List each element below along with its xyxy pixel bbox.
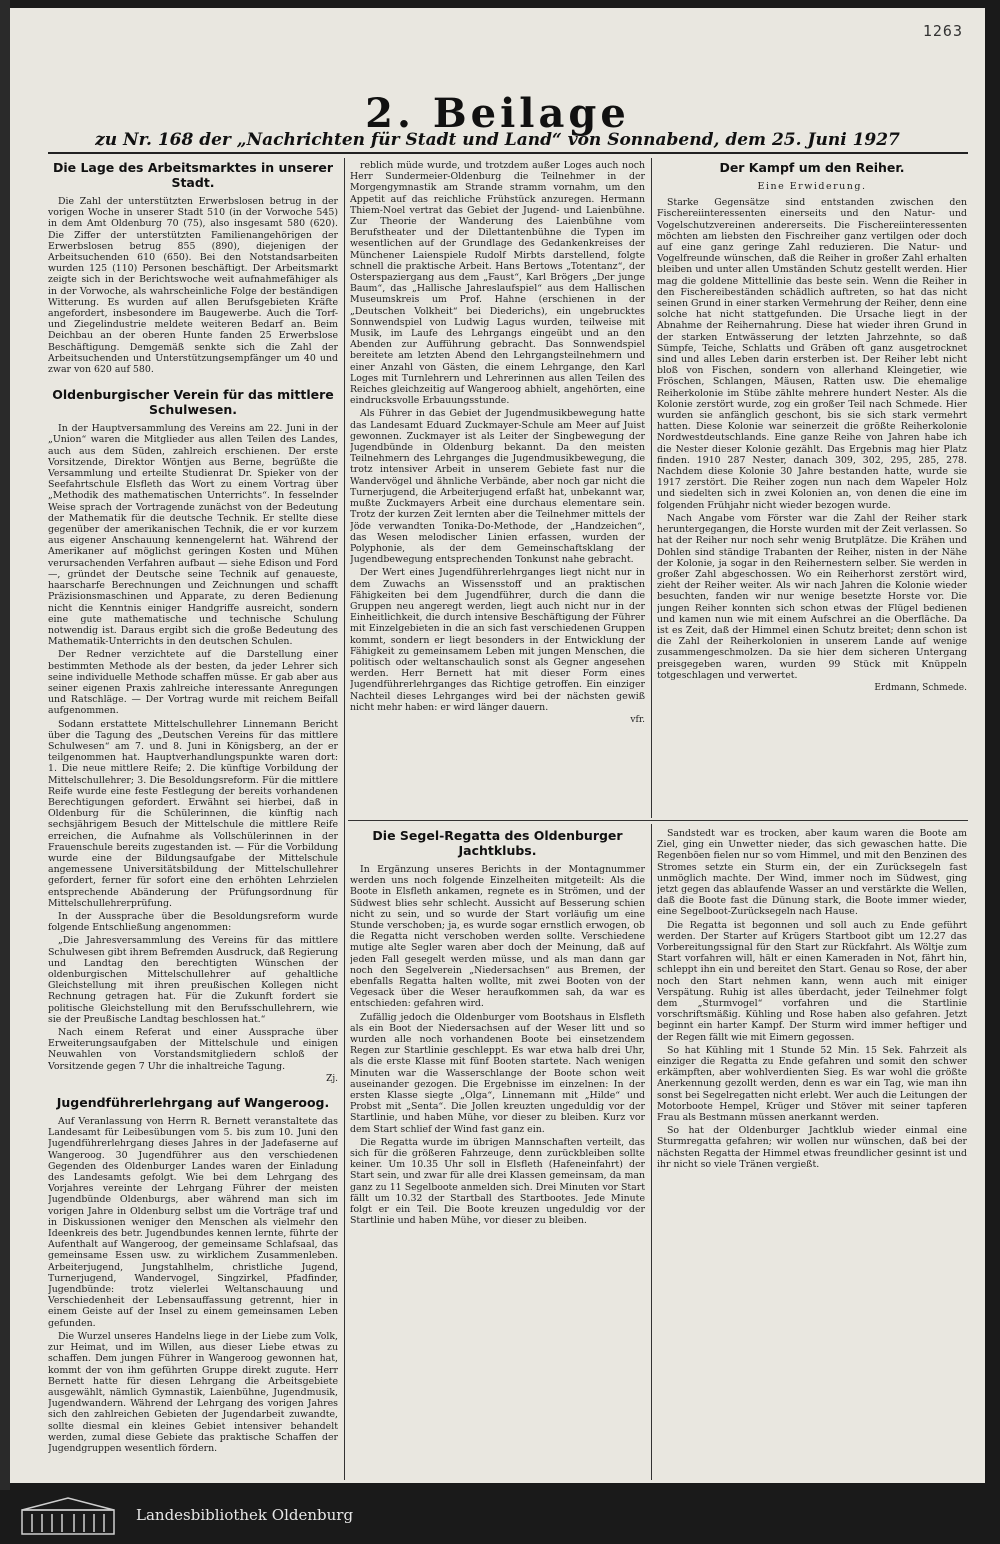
header-rule — [48, 152, 968, 154]
article-paragraph: „Die Jahresversammlung des Vereins für das mittlere Schulwesen gibt ihrem Befremden Ausdruck, daß Regierung und Landtag den berechtigten Wünschen der oldenburgischen Mittelschullehrer auf gehaltliche Gleichstellung mit ihren preußischen Kollegen nicht Rechnung getragen hat. Für die Zukunft fordert sie politische Gleichstellung mit den Berufsschullehrern, wie sie der Preußische Landtag beschlossen hat.“ — [48, 935, 338, 1025]
article-title-reiher: Der Kampf um den Reiher. — [719, 160, 905, 175]
article-paragraph: reblich müde wurde, und trotzdem außer Loges auch noch Herr Sundermeier-Oldenburg die Teilnehmer in der Morgengymnastik am Strande stramm vornahm, um den Appetit auf das reichliche Frühstück anzuregen. Hermann Thiem-Noel vertrat das Gebiet der Jugend- und Laienbühne. Zur Theorie der Wanderung des Laienbühne vom Berufstheater und der Dilettantenbühne die Typen im wesentlichen auf der Grundlage des Gedankenkreises der Münchener Laienspiele Rudolf Mirbts darstellend, folgte schnell die praktische Arbeit. Hans Bertows „Totentanz“, der Osterspaziergang aus dem „Faust“, Karl Brögers „Der junge Baum“, das „Hallische Jahreslaufspiel“ aus dem Hallischen Museumskreis um Prof. Hahne (erschienen in der „Deutschen Volkheit“ bei Diederichs), ein ungebrucktes Sonnwendspiel von Ludwig Lagus wurden, teilweise mit Musik, im Laufe des Lehrgangs eingeübt und an den Abenden zur Aufführung gebracht. Das Sonnwendspiel bereitete am letzten Abend den Lehrgangsteilnehmern und einer Anzahl von Gästen, die einem Lehrgange, den Karl Loges mit Turnlehrern und Lehrerinnen aus allen Teilen des Reiches gleichzeitig auf Wangeroog abhielt, angehörten, eine eindrucksvolle Erbauungsstunde. — [350, 160, 645, 407]
article-paragraph: In der Hauptversammlung des Vereins am 22. Juni in der „Union“ waren die Mitglieder aus allen Teilen des Landes, auch aus dem Süden, zahlreich erschienen. Der erste Vorsitzende, Direktor Wöntjen aus Berne, begrüßte die Versammlung und erteilte Studienrat Dr. Spieker von der Seefahrtschule Elsfleth das Wort zu einem Vortrag über „Methodik des mathematischen Unterrichts“. In fesselnder Weise sprach der Vortragende zunächst von der Bedeutung der Mathematik für die deutsche Technik. Er stellte diese gegenüber der amerikanischen Technik, die er vor kurzem aus eigener Anschauung kennengelernt hat. Während der Amerikaner auf möglichst geringen Kosten und Mühen verursachenden Verfahren aufbaut — siehe Edison und Ford —, gründet der Deutsche seine Technik auf genaueste, haarscharfe Berechnungen und Zeichnungen und schafft Präzisionsmaschinen und Apparate, zu deren Bedienung nicht die Kenntnis einiger Handgriffe ausreicht, sondern eine gute mathematische und technische Schulung notwendig ist. Daraus ergibt sich die große Bedeutung des Mathematik-Unterrichts in den deutschen Schulen. — [48, 423, 338, 648]
library-name[interactable]: Landesbibliothek Oldenburg — [136, 1506, 354, 1524]
article-paragraph: Starke Gegensätze sind entstanden zwischen den Fischereiinteressenten einerseits und den Natur- und Vogelschutzvereinen andererseits. Die Fischereiinteressenten möchten am liebsten den Fischreiher ganz vertilgen oder doch auf eine ganz geringe Zahl reduzieren. Die Natur- und Vogelfreunde wünschen, daß die Reiher in großer Zahl erhalten bleiben und unter allen Umständen Schutz gestellt werden. Hier mag die goldene Mittellinie das beste sein. Wenn die Reiher in den Fischereibeständen schädlich auftreten, so hat das nicht seinen Grund in einer starken Vermehrung der Reiher, denn eine solche hat nicht stattgefunden. Die Ursache liegt in der Abnahme der Reihernahrung. Diese hat wieder ihren Grund in der starken Entwässerung der letzten Jahrzehnte, so daß Sümpfe, Teiche, Schlatts und Gräben oft ganz ausgetrocknet sind und alles Leben darin ersterben ist. Der Reiher lebt nicht bloß von Fischen, sondern von allerhand Kleingetier, wie Fröschen, Schlangen, Mäusen, Ratten usw. Die ehemalige Reiherkolonie im Stübe zählte mehrere hundert Nester. Als die Kolonie zerstört wurde, zog ein großer Teil nach Schmede. Hier wurden sie anfänglich geschont, bis sie sich stark vermehrt hatten. Diese Kolonie war seinerzeit die größte Reiherkolonie Nordwestdeutschlands. Eine ganze Reihe von Jahren habe ich die Nester dieser Kolonie gezählt. Das Ergebnis mag hier Platz finden. 1910 287 Nester, danach 309, 302, 295, 285, 278. Nachdem diese Kolonie 30 Jahre bestanden hatte, wurde sie 1917 zerstört. Die Reiher zogen nun nach dem Wapeler Holz und siedelten sich in zwei Kolonien an, von denen die eine im folgenden Frühjahr nicht wieder bezogen wurde. — [657, 197, 967, 511]
article-signature: vfr. — [630, 714, 645, 725]
article-paragraph: Als Führer in das Gebiet der Jugendmusikbewegung hatte das Landesamt Eduard Zuckmayer-Schule am Meer auf Juist gewonnen. Zuckmayer ist als Leiter der Singbewegung der Jugendbünde in Oldenburg bekannt. Da den meisten Teilnehmern des Lehrganges die Jugendmusikbewegung, die trotz intensiver Arbeit in unserem Gebiete fast nur die Wandervögel und ähnliche Verbände, aber noch gar nicht die Turnerjugend, die Arbeiterjugend erfaßt hat, unbekannt war, mußte Zuckmayers Arbeit eine durchaus elementare sein. Trotz der kurzen Zeit lernten aber die Teilnehmer mittels der Jöde verwandten Tonika-Do-Methode, der „Handzeichen“, das Wesen melodischer Linien erfassen, wurden der Polyphonie, als der dem Gemeinschaftsklang der Jugendbewegung entsprechenden Tonkunst nahe gebracht. — [350, 408, 645, 566]
column-divider — [651, 158, 652, 818]
column-right-top — [657, 160, 967, 812]
article-title-wangeroog: Jugendführerlehrgang auf Wangeroog. — [56, 1095, 330, 1111]
supplement-title: 2. Beilage — [365, 90, 630, 137]
section-rule — [348, 820, 968, 821]
viewer-footer — [0, 1490, 1000, 1544]
article-paragraph: Zufällig jedoch die Oldenburger vom Bootshaus in Elsfleth als ein Boot der Niedersachsen auf der Weser litt und so wurden alle noch vorhandenen Boote bei einsetzendem Regen zur Startlinie geschleppt. Es war etwa halb drei Uhr, als die erste Klasse mit fünf Booten startete. Nach wenigen Minuten war die Wasserschlange der Boote schon weit auseinander gezogen. Die Ergebnisse im einzelnen: In der ersten Klasse siegte „Olga“, Linnemann mit „Hilde“ und Probst mit „Senta“. Die Jollen kreuzten ungeduldig vor der Startlinie, und haben Mühe, vor dieser zu bleiben. Kurz vor dem Start schlief der Wind fast ganz ein. — [350, 1011, 645, 1135]
page-number: 1263 — [922, 22, 963, 40]
column-divider — [344, 158, 345, 1480]
article-title-schulwesen: Oldenburgischer Verein für das mittlere Schulwesen. — [52, 387, 334, 418]
article-paragraph: Die Regatta wurde im übrigen Mannschaften verteilt, das sich für die größeren Fahrzeuge, denn zurückbleiben sollte keiner. Um 10.35 Uhr soll in Elsfleth (Hafeneinfahrt) der Start sein, und zwar für alle drei Klassen gemeinsam, da man ganz zu 11 Segelboote anmelden sich. Drei Minuten vor Start fällt um 10.32 der Startball des Startbootes. Jede Minute folgt er ein Teil. Die Boote kreuzen ungeduldig vor der Startlinie und haben Mühe, vor dieser zu bleiben. — [350, 1136, 645, 1227]
article-paragraph: Sandstedt war es trocken, aber kaum waren die Boote am Ziel, ging ein Unwetter nieder, das sich gewaschen hatte. Die Regenböen fielen nur so vom Himmel, und mit den Benzinen des Stromes setzte ein Sturm ein, der ein Zurücksegeln fast unmöglich machte. Der Wind, immer noch im Südwest, ging jetzt gegen das ablaufende Wasser an und verstärkte die Wellen, daß die Boote fast die Dünung stark, die Boote immer wieder, eine Segelboot-Zurücksegeln nach Hause. — [657, 828, 967, 918]
column-right-bottom — [657, 828, 967, 1480]
article-paragraph: In Ergänzung unseres Berichts in der Montagnummer werden uns noch folgende Einzelheiten mitgeteilt: Als die Boote in Elsfleth ankamen, regnete es in Strömen, und der Südwest blies sehr schlecht. Aussicht auf Besserung schien nicht zu sein, und so wurde der Start vorläufig um eine Stunde verschoben; ja, es wurde sogar ernstlich erwogen, ob die Regatta nicht verschoben werden sollte. Verschiedene mutige alte Segler waren aber doch der Meinung, daß auf jeden Fall gesegelt werden müsse, und als man dann gar noch den Segelverein „Niedersachsen“ aus Bremen, der ebenfalls Regatta halten wollte, mit zwei Booten von der Vegesack über die Weser heraufkommen sah, da war es entschieden: gefahren wird. — [350, 864, 645, 1010]
article-paragraph: In der Aussprache über die Besoldungsreform wurde folgende Entschließung angenommen: — [48, 910, 338, 934]
article-paragraph: Nach einem Referat und einer Aussprache über Erweiterungsaufgaben der Mittelschule und einigen Neuwahlen von Vorstandsmitgliedern schloß der Vorsitzende gegen 7 Uhr die inhaltreiche Tagung. — [48, 1027, 338, 1072]
article-paragraph: Die Regatta ist begonnen und soll auch zu Ende geführt werden. Der Starter auf Krügers Startboot gibt um 12.27 das Vorbereitungssignal für den Start zur Rückfahrt. Als Wöltje zum Start vorfahren will, hält er einen Kameraden in Not, fährt hin, schleppt ihn ein und bereitet den Start. Genau so Rose, der aber noch den Start nehmen kann, wenn auch mit einiger Verspätung. Ruhig ist alles überdacht, jeder Teilnehmer folgt dem „Sturmvogel“ vorfahren und die Startlinie vorschriftsmäßig. Kühling und Rose haben also gefahren. Jetzt beginnt ein harter Kampf. Der Sturm wird immer heftiger und der Regen fällt wie mit Eimern gegossen. — [657, 919, 967, 1043]
article-paragraph: Nach Angabe vom Förster war die Zahl der Reiher stark heruntergegangen, die Horste wurden mit der Zeit verlassen. So hat der Reiher nur noch sehr wenig Brutplätze. Die Krähen und Dohlen sind ständige Trabanten der Reiher, nisten in der Nähe der Kolonie, ja sogar in den Reihernestern selber. Sie werden in großer Zahl abgeschossen. Wo ein Reiherhorst zerstört wird, zieht der Reiher weiter. Als wir nach Jahren die Kolonie wieder besuchten, fanden wir nur wenige besetzte Horste vor. Die jungen Reiher konnten sich schon etwas der Flügel bedienen und kamen nun wie mit einem Aufschrei an die Oberfläche. Da ist es Zeit, daß der Himmel einen Schutz breitet; denn schon ist die Zahl der Reiherkolonien in unserem Lande auf wenige zusammengeschmolzen. Da sie hier dem sicheren Untergang preisgegeben waren, wurden 99 Stück mit Knüppeln totgeschlagen und verwertet. — [657, 512, 967, 681]
article-paragraph: Auf Veranlassung von Herrn R. Bernett veranstaltete das Landesamt für Leibesübungen vom 5. bis zum 10. Juni den Jugendführerlehrgang dieses Jahres in der Jadefaserne auf Wangeroog. 30 Jugendführer aus den verschiedenen Gegenden des Oldenburger Landes waren der Einladung des Landesamts gefolgt. Wie bei dem Lehrgang des Vorjahres vereinte der Lehrgang Führer der meisten Jugendbünde Oldenburgs, aber während man sich im vorigen Jahre in Oldenburg selbst um die Vorträge traf und in Diskussionen weniger den Menschen als vielmehr den Ideenkreis des betr. Jugendbundes kennen lernte, führte der Aufenthalt auf Wangeroog, der gemeinsame Schlafsaal, das gemeinsame Essen usw. zu wirklichem Zusammenleben. Arbeiterjugend, Jungstahlhelm, christliche Jugend, Turnerjugend, Wandervogel, Singzirkel, Pfadfinder, Jugendbünde: trotz vielerlei Weltanschauung und Verschiedenheit der Lebensauffassung getrennt, hier in einem Geiste auf der Insel zu einem gemeinsamen Leben gefunden. — [48, 1116, 338, 1329]
article-signature: Erdmann, Schmede. — [874, 682, 967, 693]
article-signature: Zj. — [326, 1073, 338, 1084]
library-building-icon — [20, 1496, 116, 1536]
article-paragraph: Die Wurzel unseres Handelns liege in der Liebe zum Volk, zur Heimat, und im Willen, aus dieser Liebe etwas zu schaffen. Dem jungen Führer in Wangeroog gewonnen hat, kommt der von ihm geführten Gruppe direkt zugute. Herr Bernett hatte für diesen Lehrgang die Arbeitsgebiete ausgewählt, nämlich Gymnastik, Laienbühne, Jugendmusik, Jugendwandern. Während der Lehrgang des vorigen Jahres sich den zahlreichen Gebieten der Jugendarbeit zuwandte, sollte diesmal ein kleines Gebiet intensiver behandelt werden, zumal diese Gebiete das praktische Schaffen der Jugendgruppen wesentlich fördern. — [48, 1330, 338, 1454]
column-divider — [651, 824, 652, 1480]
newspaper-page — [10, 8, 985, 1483]
column-middle-bottom — [350, 828, 645, 1480]
article-paragraph: Der Redner verzichtete auf die Darstellung einer bestimmten Methode als der besten, da jeder Lehrer sich seine individuelle Methode schaffen müsse. Er gab aber aus seiner eigenen Praxis zahlreiche interessante Anregungen und Ratschläge. — Der Vortrag wurde mit reichem Beifall aufgenommen. — [48, 649, 338, 717]
article-subtitle: Eine Erwiderung. — [757, 181, 867, 192]
article-paragraph: So hat Kühling mit 1 Stunde 52 Min. 15 Sek. Fahrzeit als einziger die Regatta zu Ende gefahren und somit den schwer erkämpften, aber wohlverdienten Sieg. Es war wohl die größte Anerkennung gezollt werden, denn es war ein Tag, wie man ihn sonst bei Segelregatten nicht erlebt. Wer auch die Leitungen der Motorboote Hempel, Krüger und Stöver mit seiner tapferen Frau als Bestmann müssen anerkannt werden. — [657, 1044, 967, 1124]
article-paragraph: Die Zahl der unterstützten Erwerbslosen betrug in der vorigen Woche in unserer Stadt 510 (in der Vorwoche 545) in dem Amt Oldenburg 70 (75), also insgesamt 580 (620). Die Ziffer der unterstützten Familienangehörigen der Erwerbslosen betrug 855 (890), diejenigen der Arbeitsuchenden 610 (650). Bei den Notstandsarbeiten wurden 125 (110) Personen beschäftigt. Der Arbeitsmarkt zeigte sich in der Berichtswoche weit aufnahmefähiger als in der Vorwoche, als wahrscheinliche Folge der beständigen Witterung. Es wurden auf allen Berufsgebieten Kräfte angefordert, insbesondere im Baugewerbe. Auch die Torf- und Ziegelindustrie meldete weiteren Bedarf an. Beim Deichbau an der oberen Hunte fanden 25 Erwerbslose Beschäftigung. Demgemäß senkte sich die Zahl der Arbeitsuchenden und Unterstützungsempfänger um 40 und zwar von 620 auf 580. — [48, 196, 338, 376]
article-paragraph: Sodann erstattete Mittelschullehrer Linnemann Bericht über die Tagung des „Deutschen Vereins für das mittlere Schulwesen“ am 7. und 8. Juni in Königsberg, an der er teilgenommen hat. Hauptverhandlungspunkte waren dort: 1. Die neue mittlere Reife; 2. Die künftige Vorbildung der Mittelschullehrer; 3. Die Besoldungsreform. Für die mittlere Reife wurde eine feste Festlegung der bereits vorhandenen Berechtigungen gefordert. Erwähnt sei hierbei, daß in Oldenburg für die Schülerinnen, die künftig nach sechsjährigem Besuch der Mittelschule die mittlere Reife erreichen, die Aufnahme als Vollschülerinnen in der Frauenschule bereits zugestanden ist. — Für die Vorbildung wurde eine der Bildungsaufgabe der Mittelschule angemessene Universitätsbildung der Mittelschullehrer gefordert, ferner für sofort eine den erhöhten Lehrzielen entsprechende Abänderung der Prüfungsordnung für Mittelschullehrerprüfung. — [48, 718, 338, 909]
article-title-arbeitsmarkt: Die Lage des Arbeitsmarktes in unserer Stadt. — [52, 160, 334, 190]
article-paragraph: So hat der Oldenburger Jachtklub wieder einmal eine Sturmregatta gefahren; wir wollen nur wünschen, daß bei der nächsten Regatta der Himmel etwas freundlicher gesinnt ist und ihr nicht so viele Tränen vergießt. — [657, 1125, 967, 1170]
column-left — [48, 160, 338, 1480]
article-paragraph: Der Wert eines Jugendführerlehrganges liegt nicht nur in dem Zuwachs an Wissensstoff und an praktischen Fähigkeiten bei dem Jugendführer, durch die dann die Gruppen neu angeregt werden, liegt auch nicht nur in der Einheitlichkeit, die durch intensive Beschäftigung der Führer mit Einzelgebieten in die an sich fast verschiedenen Gruppen kommt, sondern er liegt besonders in der Entwicklung der Fähigkeit zu gemeinsamem Leben mit jungen Menschen, die politisch oder weltanschaulich sonst als Gegner angesehen werden. Herr Bernett hat mit dieser Form eines Jugendführerlehrganges das Richtige getroffen. Ein einziger Nachteil dieses Lehrganges wird bei der nächsten gewiß nicht mehr haben: er wird länger dauern. — [350, 567, 645, 713]
article-title-regatta: Die Segel-Regatta des Oldenburger Jachtklubs. — [372, 828, 623, 858]
column-middle-top — [350, 160, 645, 812]
issue-line: zu Nr. 168 der „Nachrichten für Stadt und Land“ von Sonnabend, dem 25. Juni 1927 — [95, 130, 900, 150]
scan-edge — [0, 0, 10, 1544]
